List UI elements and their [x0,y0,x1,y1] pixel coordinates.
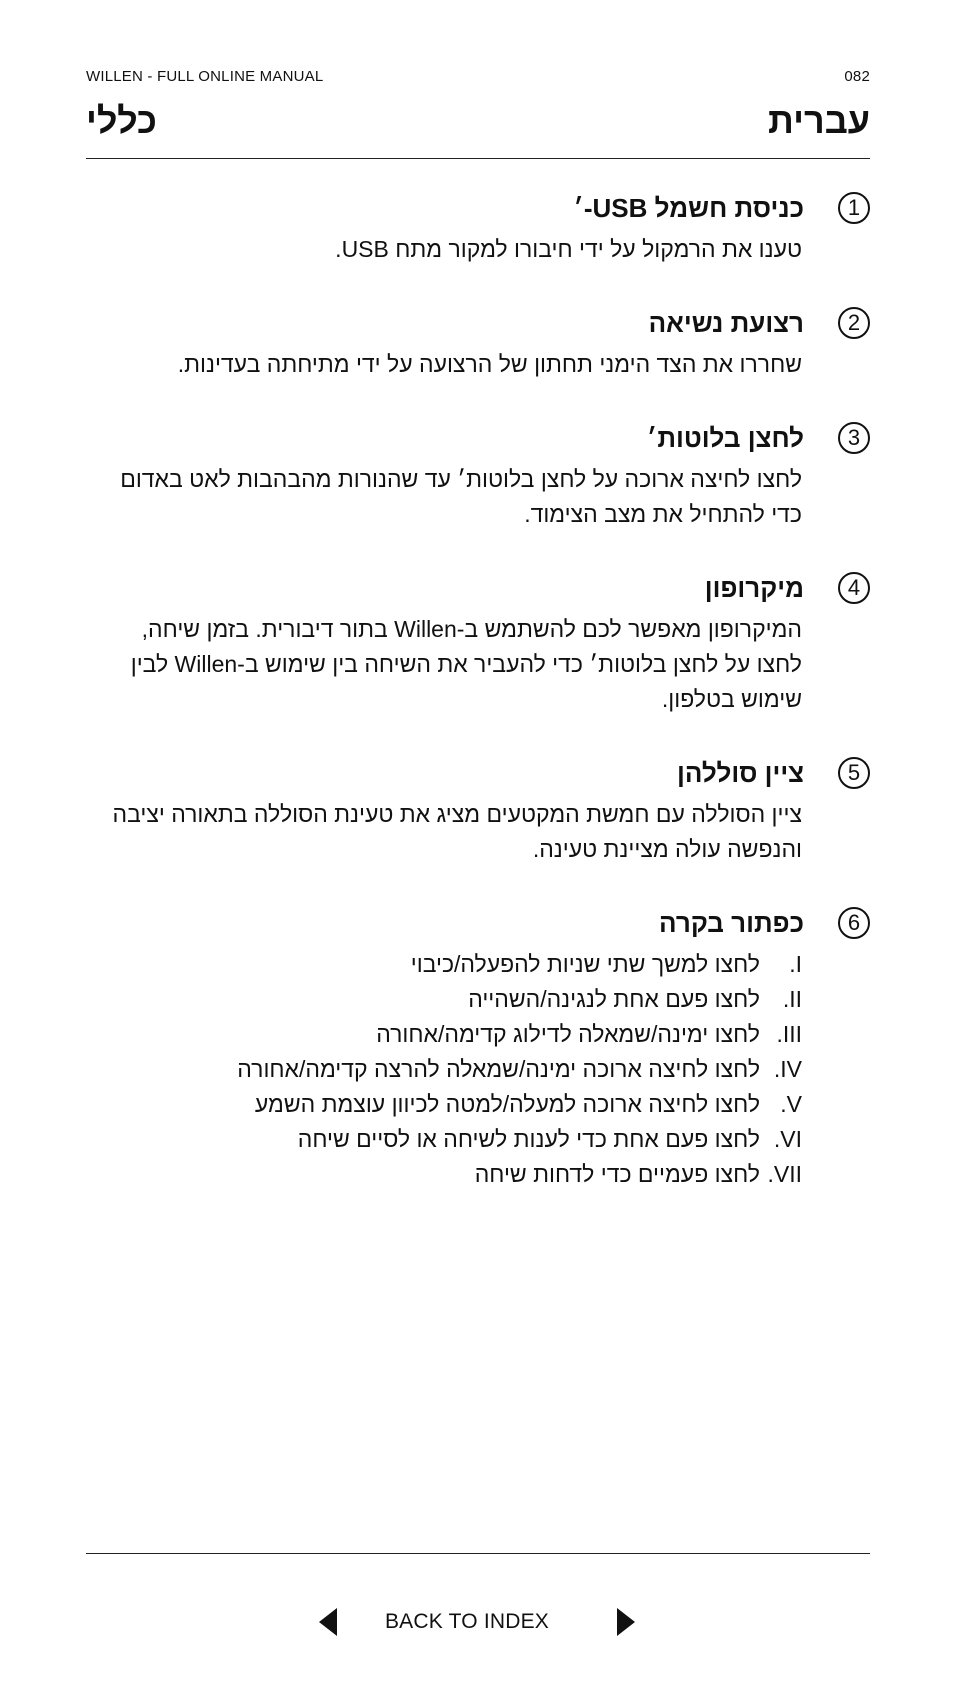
section-title: כפתור בקרה [659,907,804,938]
control-steps-list [90,947,802,1192]
list-item [90,947,802,982]
step-number: I. [789,951,802,977]
step-text: לחצו פעם אחת לנגינה/השהייה [468,986,760,1012]
list-item [90,982,802,1017]
content-sections [90,190,870,1230]
step-text: לחצו למשך שתי שניות להפעלה/כיבוי [410,951,760,977]
section-body: לחצו לחיצה ארוכה על לחצן בלוטות׳ עד שהנורות מהבהבות לאט באדום כדי להתחיל את מצב הצימוד. [120,466,802,527]
section-body: ציין הסוללה עם חמשת המקטעים מציג את טעינת הסוללה בתאורה יציבה והנפשה עולה מציינת טעינה. [112,801,802,862]
section-battery-indicator [90,755,870,867]
language-heading: עברית [767,100,870,141]
section-body: טענו את הרמקול על ידי חיבורו למקור מתח USB. [335,236,802,262]
list-item [90,1122,802,1157]
section-title: רצועת נשיאה [648,307,804,338]
step-text: לחצו לחיצה ארוכה ימינה/שמאלה להרצה קדימה/אחורה [237,1056,760,1082]
section-title: ציין סוללהן [677,757,804,788]
step-text: לחצו פעם אחת כדי לענות לשיחה או לסיים שיחה [297,1126,760,1152]
triangle-right-icon[interactable] [617,1608,635,1636]
section-number-badge: 4 [838,572,870,604]
section-microphone [90,570,870,717]
manual-title: WILLEN - FULL ONLINE MANUAL [86,68,324,85]
section-control-button [90,905,870,1192]
step-text: לחצו ימינה/שמאלה לדילוג קדימה/אחורה [376,1021,760,1047]
back-to-index-link[interactable]: BACK TO INDEX [384,1610,550,1633]
section-heading: כללי [86,100,157,141]
section-number-badge: 3 [838,422,870,454]
section-number-badge: 2 [838,307,870,339]
section-usb-input [90,190,870,267]
section-title: כניסת חשמל USB-׳ [573,192,804,223]
list-item [90,1157,802,1192]
section-title: מיקרופון [704,572,804,603]
footer-navigation [0,1608,954,1636]
section-body: המיקרופון מאפשר לכם להשתמש ב-Willen בתור דיבורית. בזמן שיחה, לחצו על לחצן בלוטות׳ כדי להעביר את השיחה בין שימוש ב-Willen לבין שימוש בטלפון. [130,616,802,712]
section-body: שחררו את הצד הימני תחתון של הרצועה על ידי מתיחתה בעדינות. [177,351,802,377]
step-number: V. [780,1091,802,1117]
list-item [90,1017,802,1052]
section-title: לחצן בלוטות׳ [646,422,804,453]
section-bluetooth-button [90,420,870,532]
triangle-left-icon[interactable] [319,1608,337,1636]
page-header [86,100,870,142]
header-divider [86,158,870,159]
step-text: לחצו פעמיים כדי לדחות שיחה [474,1161,760,1187]
section-carry-strap [90,305,870,382]
step-number: IV. [773,1056,802,1082]
step-number: II. [782,986,802,1012]
section-number-badge: 6 [838,907,870,939]
step-number: VI. [773,1126,802,1152]
section-number-badge: 5 [838,757,870,789]
section-number-badge: 1 [838,192,870,224]
page-number: 082 [844,68,870,85]
list-item [90,1087,802,1122]
list-item [90,1052,802,1087]
footer-divider [86,1553,870,1554]
step-text: לחצו לחיצה ארוכה למעלה/למטה לכיוון עוצמת השמע [254,1091,760,1117]
step-number: VII. [767,1161,802,1187]
step-number: III. [776,1021,802,1047]
page-header-top [86,68,870,85]
